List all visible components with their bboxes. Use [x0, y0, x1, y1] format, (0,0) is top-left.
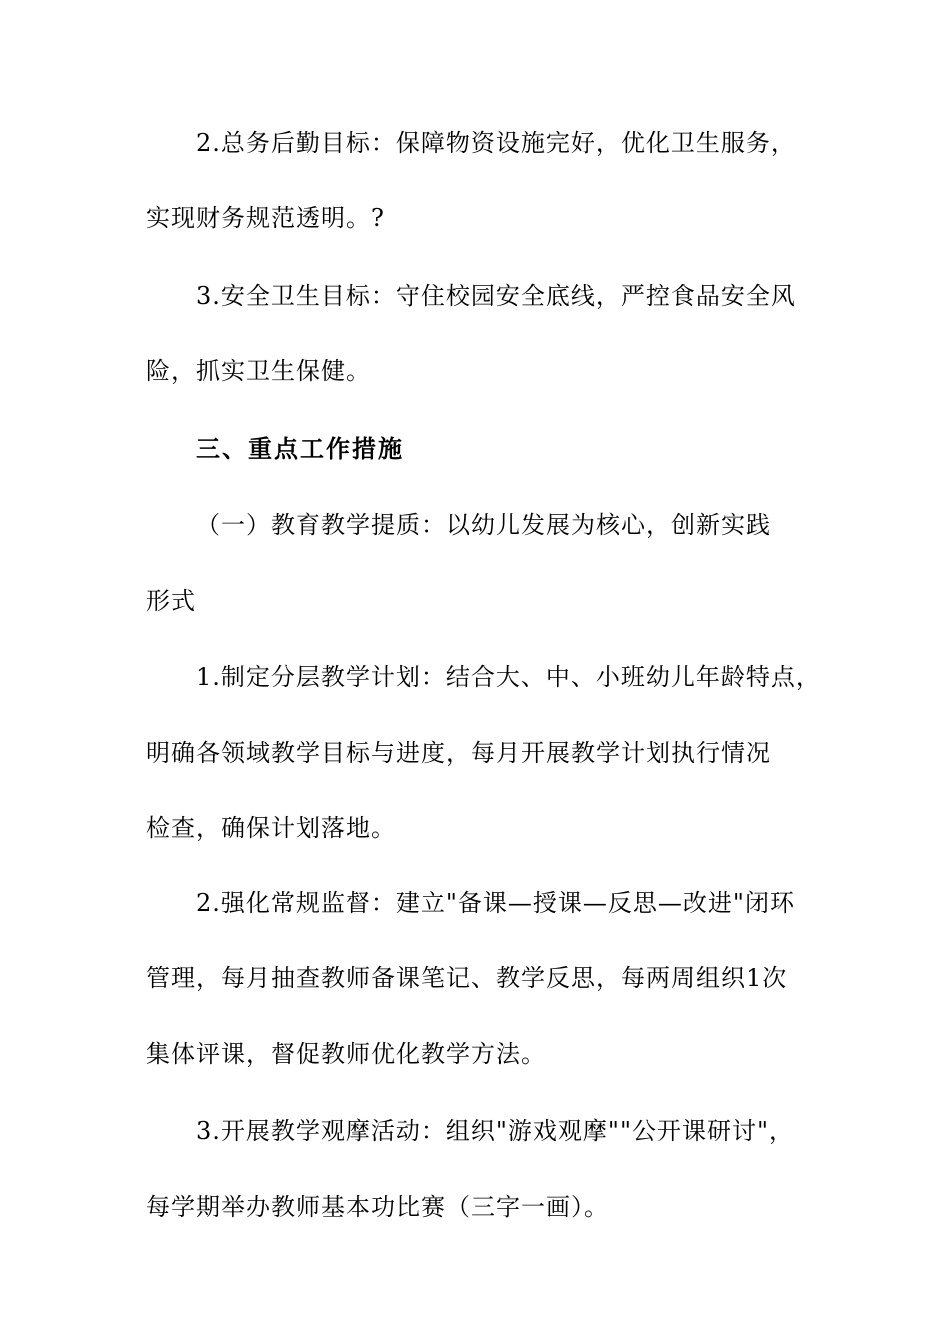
section-heading-key-measures: 三、重点工作措施	[196, 434, 404, 463]
paragraph-supervision-line-1: 2.强化常规监督：建立"备课—授课—反思—改进"闭环	[196, 889, 795, 917]
paragraph-logistics-goal-line-1: 2.总务后勤目标：保障物资设施完好，优化卫生服务，	[196, 129, 796, 157]
paragraph-supervision-line-2: 管理，每月抽查教师备课笔记、教学反思，每两周组织1次	[146, 964, 788, 992]
paragraph-observation-line-2: 每学期举办教师基本功比赛（三字一画）。	[146, 1193, 609, 1221]
subsection-teaching-quality-line-1: （一）教育教学提质：以幼儿发展为核心，创新实践	[196, 511, 771, 539]
paragraph-teaching-plan-line-1: 1.制定分层教学计划：结合大、中、小班幼儿年龄特点，	[196, 663, 821, 691]
paragraph-logistics-goal-line-2: 实现财务规范透明。?	[146, 204, 385, 232]
paragraph-teaching-plan-line-2: 明确各领域教学目标与进度，每月开展教学计划执行情况	[146, 739, 771, 767]
paragraph-safety-goal-line-1: 3.安全卫生目标：守住校园安全底线，严控食品安全风	[196, 282, 796, 310]
paragraph-supervision-line-3: 集体评课，督促教师优化教学方法。	[146, 1040, 546, 1068]
paragraph-observation-line-1: 3.开展教学观摩活动：组织"游戏观摩""公开课研讨"，	[196, 1117, 795, 1145]
paragraph-teaching-plan-line-3: 检查，确保计划落地。	[146, 814, 396, 842]
subsection-teaching-quality-line-2: 形式	[146, 587, 196, 615]
paragraph-safety-goal-line-2: 险，抓实卫生保健。	[146, 357, 371, 385]
